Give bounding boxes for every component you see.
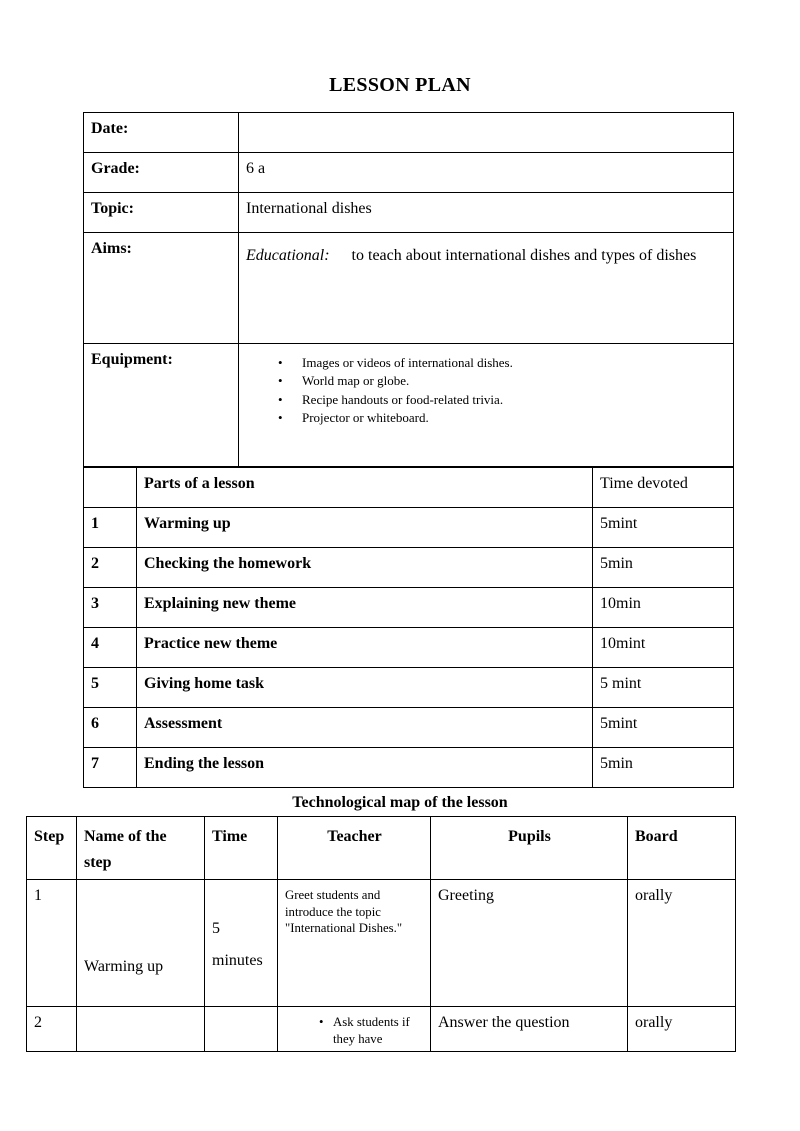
- map-step-name: Warming up: [77, 880, 205, 1007]
- part-name: Explaining new theme: [137, 588, 593, 628]
- date-value: [239, 113, 734, 153]
- part-time: 10min: [593, 588, 734, 628]
- map-step-name: [77, 1007, 205, 1052]
- equipment-label: Equipment:: [84, 344, 239, 467]
- map-header-pupils: Pupils: [431, 817, 628, 880]
- page-title: LESSON PLAN: [329, 74, 471, 96]
- technological-map-table: [26, 816, 736, 1052]
- table-row: [84, 628, 734, 668]
- parts-header-time: Time devoted: [593, 468, 734, 508]
- part-name: Checking the homework: [137, 548, 593, 588]
- map-header-time: Time: [205, 817, 278, 880]
- aims-label: Aims:: [84, 233, 239, 344]
- aims-educational-label: Educational:: [246, 247, 330, 264]
- table-row: [84, 668, 734, 708]
- map-pupils-activity: Greeting: [431, 880, 628, 1007]
- map-step: 1: [27, 880, 77, 1007]
- map-header-board: Board: [628, 817, 736, 880]
- part-name: Warming up: [137, 508, 593, 548]
- table-row: [84, 193, 734, 233]
- part-name: Practice new theme: [137, 628, 593, 668]
- map-teacher-activity: Greet students and introduce the topic "International Dishes.": [278, 880, 431, 1007]
- equipment-list: [246, 354, 727, 428]
- list-item: • Projector or whiteboard.: [246, 409, 727, 427]
- table-row: [84, 548, 734, 588]
- lesson-info-table: [83, 112, 734, 467]
- table-row: [84, 233, 734, 344]
- teacher-bullet-text: Ask students if they have: [333, 1015, 410, 1046]
- date-label: Date:: [84, 113, 239, 153]
- technological-map-heading: Technological map of the lesson: [292, 794, 508, 811]
- table-row: [84, 748, 734, 788]
- part-name: Giving home task: [137, 668, 593, 708]
- part-number: 6: [84, 708, 137, 748]
- map-step-time: 5 minutes: [205, 880, 278, 1007]
- table-row: [84, 153, 734, 193]
- part-number: 7: [84, 748, 137, 788]
- aims-text: to teach about international dishes and types of dishes: [351, 247, 697, 264]
- map-board: orally: [628, 1007, 736, 1052]
- table-header-row: [84, 468, 734, 508]
- grade-value: 6 a: [239, 153, 734, 193]
- table-row: [84, 344, 734, 467]
- map-step-time: [205, 1007, 278, 1052]
- part-name: Ending the lesson: [137, 748, 593, 788]
- table-row: [84, 588, 734, 628]
- table-row: [27, 880, 736, 1007]
- part-time: 5mint: [593, 708, 734, 748]
- map-teacher-activity: [278, 1007, 431, 1052]
- map-step: 2: [27, 1007, 77, 1052]
- part-time: 5mint: [593, 508, 734, 548]
- teacher-bullet-item: [285, 1014, 424, 1047]
- table-row: [84, 113, 734, 153]
- part-number: 5: [84, 668, 137, 708]
- map-header-name: Name of the step: [77, 817, 205, 880]
- part-number: 2: [84, 548, 137, 588]
- parts-of-lesson-table: [83, 467, 734, 788]
- list-item: • Images or videos of international dishes.: [246, 354, 727, 372]
- map-header-step: Step: [27, 817, 77, 880]
- table-row: [84, 708, 734, 748]
- map-header-teacher: Teacher: [278, 817, 431, 880]
- part-number: 1: [84, 508, 137, 548]
- part-number: 3: [84, 588, 137, 628]
- aims-value: [239, 233, 734, 344]
- map-pupils-activity: Answer the question: [431, 1007, 628, 1052]
- parts-header-name: Parts of a lesson: [137, 468, 593, 508]
- map-board: orally: [628, 880, 736, 1007]
- topic-value: International dishes: [239, 193, 734, 233]
- part-time: 5 mint: [593, 668, 734, 708]
- list-item: • World map or globe.: [246, 372, 727, 390]
- list-item: • Recipe handouts or food-related trivia.: [246, 391, 727, 409]
- parts-header-empty: [84, 468, 137, 508]
- equipment-value: [239, 344, 734, 467]
- grade-label: Grade:: [84, 153, 239, 193]
- bullet-icon: •: [319, 1015, 324, 1030]
- part-number: 4: [84, 628, 137, 668]
- table-row: [84, 508, 734, 548]
- part-time: 5min: [593, 548, 734, 588]
- table-row: [27, 1007, 736, 1052]
- part-name: Assessment: [137, 708, 593, 748]
- part-time: 5min: [593, 748, 734, 788]
- topic-label: Topic:: [84, 193, 239, 233]
- table-header-row: [27, 817, 736, 880]
- part-time: 10mint: [593, 628, 734, 668]
